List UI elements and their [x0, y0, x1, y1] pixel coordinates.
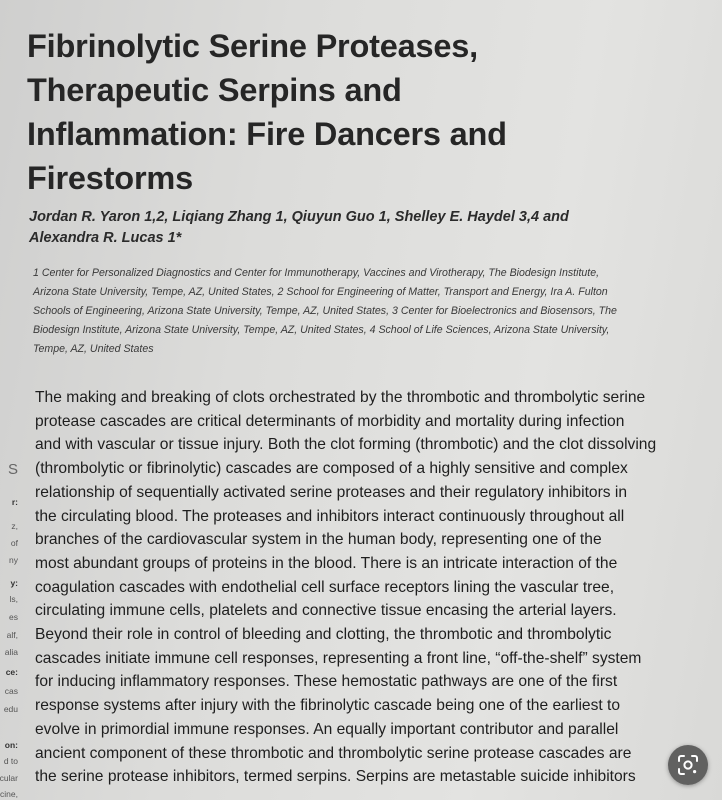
abstract-line: most abundant groups of proteins in the blood. There is an intricate interaction of the — [35, 554, 618, 572]
google-lens-icon — [676, 753, 700, 777]
abstract-line: coagulation cascades with endothelial cell surface receptors lining the vascular tree, — [35, 578, 615, 596]
title-line: Therapeutic Serpins and — [27, 72, 402, 108]
affiliation-line: Biodesign Institute, Arizona State University, Tempe, AZ, United States, 4 School of Life Sciences, Arizona State University, — [33, 324, 610, 336]
abstract-line: the circulating blood. The proteases and inhibitors interact continuously throughout all — [35, 507, 625, 525]
sidebar-fragment: on: — [4, 740, 18, 750]
article-title — [27, 24, 707, 200]
sidebar-fragment: S — [7, 461, 18, 478]
sidebar-fragment: alia — [4, 647, 18, 657]
affiliation-line: Tempe, AZ, United States — [33, 343, 154, 355]
sidebar-fragment: of — [10, 538, 18, 548]
sidebar-fragment: cine, — [0, 789, 18, 799]
abstract-line: the serine protease inhibitors, termed serpins. Serpins are metastable suicide inhibitors — [35, 768, 636, 786]
abstract-line: protease cascades are critical determinants of morbidity and mortality during infection — [35, 412, 625, 430]
abstract-line: circulating immune cells, platelets and connective tissue encasing the arterial layers. — [35, 602, 617, 620]
sidebar-fragment: ce: — [5, 667, 18, 677]
sidebar-fragment: ny — [9, 555, 18, 565]
author-line: Jordan R. Yaron 1,2, Liqiang Zhang 1, Qiuyun Guo 1, Shelley E. Haydel 3,4 and — [29, 209, 569, 225]
abstract-line: for inducing inflammatory responses. These hemostatic pathways are one of the first — [35, 673, 618, 691]
sidebar-fragment: cas — [4, 686, 18, 696]
abstract-line: ancient component of these thrombotic and thrombolytic serine protease cascades are — [35, 744, 632, 762]
abstract-line: response systems after injury with the fibrinolytic cascade being one of the earliest to — [35, 697, 621, 715]
title-line: Fibrinolytic Serine Proteases, — [27, 28, 478, 64]
affiliation-line: Arizona State University, Tempe, AZ, United States, 2 School for Engineering of Matter, Transport and Energy, Ira A. Fulton — [33, 286, 608, 298]
author-line: Alexandra R. Lucas 1* — [29, 230, 182, 246]
abstract-line: branches of the cardiovascular system in the human body, representing one of the — [35, 531, 602, 549]
sidebar-fragment: d to — [3, 756, 18, 766]
abstract-line: cascades initiate immune cell responses, representing a front line, “off-the-shelf” system — [35, 649, 642, 667]
left-column-fragments — [0, 0, 22, 800]
abstract-line: (thrombolytic or fibrinolytic) cascades are composed of a highly sensitive and complex — [35, 460, 628, 478]
abstract-text — [35, 386, 722, 789]
affiliations — [33, 264, 713, 359]
abstract-line: evolve in primordial immune responses. An equally important contributor and parallel — [35, 720, 619, 738]
sidebar-fragment: edu — [3, 704, 18, 714]
title-line: Firestorms — [27, 160, 193, 196]
abstract-line: Beyond their role in control of bleeding and clotting, the thrombotic and thrombolytic — [35, 626, 612, 644]
sidebar-fragment: ls, — [9, 594, 18, 604]
author-list — [29, 207, 709, 249]
abstract-line: relationship of sequentially activated serine proteases and their regulatory inhibitors in — [35, 483, 628, 501]
affiliation-line: Schools of Engineering, Arizona State University, Tempe, AZ, United States, 3 Center for Bioelectronics and Biosensors, The — [33, 305, 617, 317]
sidebar-fragment: y: — [10, 578, 18, 588]
sidebar-fragment: r: — [11, 497, 18, 507]
abstract-line: and with vascular or tissue injury. Both the clot forming (thrombotic) and the clot dissolving — [35, 436, 657, 454]
sidebar-fragment: z, — [11, 521, 18, 531]
affiliation-line: 1 Center for Personalized Diagnostics and Center for Immunotherapy, Vaccines and Virotherapy, The Biodesign Institute, — [33, 267, 600, 279]
sidebar-fragment: alf, — [6, 630, 18, 640]
title-line: Inflammation: Fire Dancers and — [27, 116, 507, 152]
abstract-line: The making and breaking of clots orchestrated by the thrombotic and thrombolytic serine — [35, 389, 646, 406]
sidebar-fragment: es — [9, 612, 18, 622]
sidebar-fragment: cular — [0, 773, 18, 783]
google-lens-button[interactable] — [668, 745, 708, 785]
